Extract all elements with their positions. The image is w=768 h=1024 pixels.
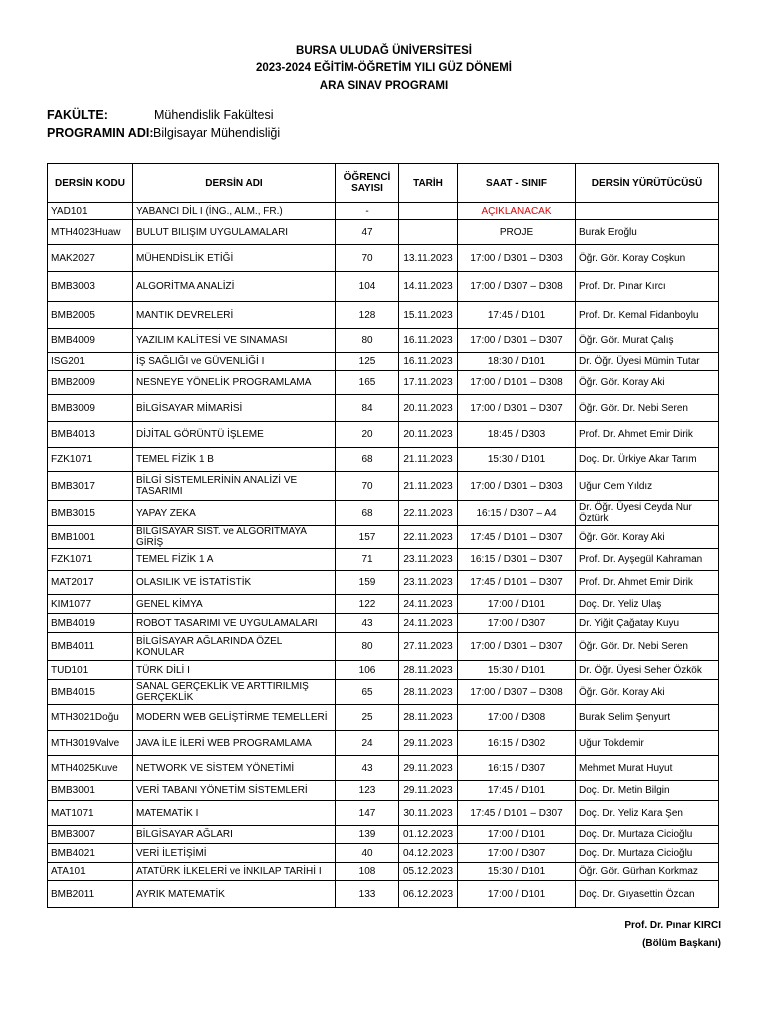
program-label: PROGRAMIN ADI: xyxy=(47,126,154,140)
student-count-cell: 70 xyxy=(336,472,399,501)
course-name-cell: NESNEYE YÖNELİK PROGRAMLAMA xyxy=(133,371,336,395)
exam-date-cell xyxy=(399,203,458,220)
instructor-cell: Doç. Dr. Metin Bilgin xyxy=(576,781,719,801)
course-name-cell: ALGORİTMA ANALİZİ xyxy=(133,272,336,302)
student-count-cell: 68 xyxy=(336,448,399,472)
exam-date-cell: 24.11.2023 xyxy=(399,595,458,614)
time-room-cell: 17:00 / D301 – D307 xyxy=(458,633,576,661)
student-count-cell: 147 xyxy=(336,801,399,826)
student-count-cell: 123 xyxy=(336,781,399,801)
course-name-cell: MANTIK DEVRELERİ xyxy=(133,302,336,329)
time-room-cell: 17:00 / D301 – D307 xyxy=(458,395,576,422)
col-header-time-room: SAAT - SINIF xyxy=(458,164,576,203)
time-room-cell: 17:45 / D101 – D307 xyxy=(458,526,576,549)
instructor-cell: Öğr. Gör. Dr. Nebi Seren xyxy=(576,395,719,422)
course-name-cell: GENEL KİMYA xyxy=(133,595,336,614)
course-code-cell: MTH4023Huaw xyxy=(48,220,133,245)
exam-date-cell: 13.11.2023 xyxy=(399,245,458,272)
table-row xyxy=(48,863,719,881)
time-room-cell: 16:15 / D307 – A4 xyxy=(458,501,576,526)
signature-title: (Bölüm Başkanı) xyxy=(642,938,721,949)
program-value: Bilgisayar Mühendisliği xyxy=(153,126,281,140)
course-code-cell: BMB4013 xyxy=(48,422,133,448)
time-room-cell: 15:30 / D101 xyxy=(458,661,576,680)
table-row xyxy=(48,614,719,633)
instructor-cell: Mehmet Murat Huyut xyxy=(576,756,719,781)
course-name-cell: AYRIK MATEMATİK xyxy=(133,881,336,908)
course-code-cell: FZK1071 xyxy=(48,549,133,571)
header-term: 2023-2024 EĞİTİM-ÖĞRETİM YILI GÜZ DÖNEMİ xyxy=(255,62,513,74)
time-room-cell: 17:00 / D301 – D303 xyxy=(458,472,576,501)
exam-date-cell: 29.11.2023 xyxy=(399,781,458,801)
course-code-cell: FZK1071 xyxy=(48,448,133,472)
time-room-cell: 17:00 / D101 xyxy=(458,826,576,844)
exam-date-cell: 21.11.2023 xyxy=(399,472,458,501)
course-name-cell: İŞ SAĞLIĞI ve GÜVENLİĞİ I xyxy=(133,353,336,371)
student-count-cell: 139 xyxy=(336,826,399,844)
faculty-label: FAKÜLTE: xyxy=(47,108,108,122)
course-code-cell: BMB3001 xyxy=(48,781,133,801)
instructor-cell: Prof. Dr. Kemal Fidanboylu xyxy=(576,302,719,329)
exam-date-cell: 16.11.2023 xyxy=(399,353,458,371)
instructor-cell: Dr. Öğr. Üyesi Mümin Tutar xyxy=(576,353,719,371)
course-name-cell: TEMEL FİZİK 1 B xyxy=(133,448,336,472)
student-count-cell: - xyxy=(336,203,399,220)
course-code-cell: BMB3009 xyxy=(48,395,133,422)
exam-date-cell: 27.11.2023 xyxy=(399,633,458,661)
exam-date-cell: 16.11.2023 xyxy=(399,329,458,353)
table-row xyxy=(48,353,719,371)
course-code-cell: MTH3019Valve xyxy=(48,731,133,756)
instructor-cell: Prof. Dr. Ahmet Emir Dirik xyxy=(576,422,719,448)
course-code-cell: BMB1001 xyxy=(48,526,133,549)
course-name-cell: OLASILIK VE İSTATİSTİK xyxy=(133,571,336,595)
course-code-cell: BMB2009 xyxy=(48,371,133,395)
exam-date-cell: 30.11.2023 xyxy=(399,801,458,826)
table-row xyxy=(48,422,719,448)
course-name-cell: BİLGİSAYAR SİST. ve ALGORİTMAYA GİRİŞ xyxy=(133,526,336,549)
exam-date-cell: 22.11.2023 xyxy=(399,526,458,549)
course-code-cell: BMB3017 xyxy=(48,472,133,501)
instructor-cell: Dr. Öğr. Üyesi Seher Özkök xyxy=(576,661,719,680)
course-name-cell: YAPAY ZEKA xyxy=(133,501,336,526)
instructor-cell: Doç. Dr. Gıyasettin Özcan xyxy=(576,881,719,908)
time-room-cell: 17:00 / D308 xyxy=(458,705,576,731)
exam-date-cell: 06.12.2023 xyxy=(399,881,458,908)
table-row xyxy=(48,826,719,844)
table-row xyxy=(48,220,719,245)
course-name-cell: VERİ TABANI YÖNETİM SİSTEMLERİ xyxy=(133,781,336,801)
instructor-cell: Uğur Tokdemir xyxy=(576,731,719,756)
exam-date-cell: 14.11.2023 xyxy=(399,272,458,302)
course-name-cell: YAZILIM KALİTESİ VE SINAMASI xyxy=(133,329,336,353)
instructor-cell: Uğur Cem Yıldız xyxy=(576,472,719,501)
table-row xyxy=(48,245,719,272)
table-row xyxy=(48,501,719,526)
table-row xyxy=(48,756,719,781)
course-name-cell: ATATÜRK İLKELERİ ve İNKILAP TARİHİ I xyxy=(133,863,336,881)
course-code-cell: MTH3021Doğu xyxy=(48,705,133,731)
course-name-cell: YABANCI DİL I (İNG., ALM., FR.) xyxy=(133,203,336,220)
instructor-cell: Doç. Dr. Ürkiye Akar Tarım xyxy=(576,448,719,472)
student-count-cell: 157 xyxy=(336,526,399,549)
table-row xyxy=(48,203,719,220)
instructor-cell: Prof. Dr. Ahmet Emir Dirik xyxy=(576,571,719,595)
header-university: BURSA ULUDAĞ ÜNİVERSİTESİ xyxy=(296,45,472,57)
instructor-cell: Öğr. Gör. Dr. Nebi Seren xyxy=(576,633,719,661)
student-count-cell: 40 xyxy=(336,844,399,863)
student-count-cell: 43 xyxy=(336,756,399,781)
table-row xyxy=(48,881,719,908)
student-count-cell: 20 xyxy=(336,422,399,448)
student-count-cell: 125 xyxy=(336,353,399,371)
course-code-cell: BMB4019 xyxy=(48,614,133,633)
time-room-cell: 15:30 / D101 xyxy=(458,863,576,881)
instructor-cell: Dr. Öğr. Üyesi Ceyda Nur Öztürk xyxy=(576,501,719,526)
course-code-cell: BMB4011 xyxy=(48,633,133,661)
time-room-cell: 17:45 / D101 – D307 xyxy=(458,801,576,826)
course-name-cell: BİLGİSAYAR AĞLARI xyxy=(133,826,336,844)
course-code-cell: KIM1077 xyxy=(48,595,133,614)
course-name-cell: TEMEL FİZİK 1 A xyxy=(133,549,336,571)
course-code-cell: MTH4025Kuve xyxy=(48,756,133,781)
table-row xyxy=(48,661,719,680)
table-row xyxy=(48,329,719,353)
exam-date-cell: 04.12.2023 xyxy=(399,844,458,863)
course-name-cell: BİLGİSAYAR AĞLARINDA ÖZEL KONULAR xyxy=(133,633,336,661)
student-count-cell: 165 xyxy=(336,371,399,395)
exam-date-cell: 20.11.2023 xyxy=(399,422,458,448)
time-room-cell: PROJE xyxy=(458,220,576,245)
student-count-cell: 159 xyxy=(336,571,399,595)
instructor-cell: Doç. Dr. Murtaza Cicioğlu xyxy=(576,844,719,863)
course-name-cell: ROBOT TASARIMI VE UYGULAMALARI xyxy=(133,614,336,633)
col-header-name: DERSİN ADI xyxy=(133,164,336,203)
course-name-cell: MÜHENDİSLİK ETİĞİ xyxy=(133,245,336,272)
student-count-cell: 70 xyxy=(336,245,399,272)
exam-date-cell: 23.11.2023 xyxy=(399,549,458,571)
course-code-cell: MAT2017 xyxy=(48,571,133,595)
course-name-cell: MATEMATİK I xyxy=(133,801,336,826)
course-name-cell: BİLGİSAYAR MİMARİSİ xyxy=(133,395,336,422)
exam-date-cell: 22.11.2023 xyxy=(399,501,458,526)
course-code-cell: BMB4015 xyxy=(48,680,133,705)
student-count-cell: 133 xyxy=(336,881,399,908)
exam-date-cell: 23.11.2023 xyxy=(399,571,458,595)
student-count-cell: 122 xyxy=(336,595,399,614)
course-code-cell: BMB3003 xyxy=(48,272,133,302)
student-count-cell: 84 xyxy=(336,395,399,422)
time-room-cell: 17:00 / D307 – D308 xyxy=(458,272,576,302)
instructor-cell: Öğr. Gör. Koray Aki xyxy=(576,371,719,395)
time-room-cell: 18:30 / D101 xyxy=(458,353,576,371)
table-row xyxy=(48,731,719,756)
course-code-cell: YAD101 xyxy=(48,203,133,220)
time-room-cell: AÇIKLANACAK xyxy=(458,203,576,220)
student-count-cell: 106 xyxy=(336,661,399,680)
course-code-cell: ISG201 xyxy=(48,353,133,371)
course-name-cell: BULUT BILIŞIM UYGULAMALARI xyxy=(133,220,336,245)
table-row xyxy=(48,526,719,549)
instructor-cell: Dr. Yiğit Çağatay Kuyu xyxy=(576,614,719,633)
table-row xyxy=(48,302,719,329)
col-header-date: TARİH xyxy=(399,164,458,203)
time-room-cell: 17:00 / D101 xyxy=(458,881,576,908)
time-room-cell: 17:45 / D101 xyxy=(458,781,576,801)
table-row xyxy=(48,272,719,302)
course-code-cell: BMB2005 xyxy=(48,302,133,329)
table-header-row xyxy=(48,164,719,203)
course-code-cell: BMB4021 xyxy=(48,844,133,863)
student-count-cell: 65 xyxy=(336,680,399,705)
student-count-cell: 80 xyxy=(336,633,399,661)
exam-date-cell: 28.11.2023 xyxy=(399,680,458,705)
instructor-cell: Burak Selim Şenyurt xyxy=(576,705,719,731)
instructor-cell: Prof. Dr. Ayşegül Kahraman xyxy=(576,549,719,571)
student-count-cell: 71 xyxy=(336,549,399,571)
exam-date-cell: 29.11.2023 xyxy=(399,731,458,756)
student-count-cell: 104 xyxy=(336,272,399,302)
exam-date-cell: 21.11.2023 xyxy=(399,448,458,472)
student-count-cell: 68 xyxy=(336,501,399,526)
instructor-cell: Doç. Dr. Murtaza Cicioğlu xyxy=(576,826,719,844)
course-code-cell: BMB3015 xyxy=(48,501,133,526)
signature-name: Prof. Dr. Pınar KIRCI xyxy=(624,920,721,931)
exam-date-cell: 05.12.2023 xyxy=(399,863,458,881)
col-header-code: DERSİN KODU xyxy=(48,164,133,203)
table-row xyxy=(48,549,719,571)
table-row xyxy=(48,472,719,501)
course-code-cell: MAT1071 xyxy=(48,801,133,826)
table-row xyxy=(48,705,719,731)
table-row xyxy=(48,781,719,801)
faculty-value: Mühendislik Fakültesi xyxy=(154,108,274,122)
time-room-cell: 17:45 / D101 – D307 xyxy=(458,571,576,595)
time-room-cell: 17:00 / D307 xyxy=(458,614,576,633)
table-row xyxy=(48,395,719,422)
time-room-cell: 17:45 / D101 xyxy=(458,302,576,329)
course-name-cell: VERİ İLETİŞİMİ xyxy=(133,844,336,863)
table-row xyxy=(48,595,719,614)
instructor-cell: Öğr. Gör. Gürhan Korkmaz xyxy=(576,863,719,881)
student-count-cell: 47 xyxy=(336,220,399,245)
table-row xyxy=(48,680,719,705)
table-row xyxy=(48,571,719,595)
exam-date-cell: 15.11.2023 xyxy=(399,302,458,329)
time-room-cell: 16:15 / D302 xyxy=(458,731,576,756)
course-name-cell: JAVA İLE İLERİ WEB PROGRAMLAMA xyxy=(133,731,336,756)
exam-date-cell: 28.11.2023 xyxy=(399,661,458,680)
course-code-cell: BMB4009 xyxy=(48,329,133,353)
table-row xyxy=(48,633,719,661)
time-room-cell: 17:00 / D101 xyxy=(458,595,576,614)
time-room-cell: 15:30 / D101 xyxy=(458,448,576,472)
time-room-cell: 17:00 / D307 xyxy=(458,844,576,863)
course-code-cell: BMB3007 xyxy=(48,826,133,844)
time-room-cell: 17:00 / D301 – D303 xyxy=(458,245,576,272)
exam-date-cell xyxy=(399,220,458,245)
instructor-cell: Burak Eroğlu xyxy=(576,220,719,245)
student-count-cell: 128 xyxy=(336,302,399,329)
time-room-cell: 18:45 / D303 xyxy=(458,422,576,448)
instructor-cell: Öğr. Gör. Murat Çalış xyxy=(576,329,719,353)
student-count-cell: 80 xyxy=(336,329,399,353)
table-row xyxy=(48,448,719,472)
exam-date-cell: 01.12.2023 xyxy=(399,826,458,844)
instructor-cell xyxy=(576,203,719,220)
course-code-cell: ATA101 xyxy=(48,863,133,881)
table-row xyxy=(48,844,719,863)
col-header-count: ÖĞRENCİ SAYISI xyxy=(336,164,399,203)
course-name-cell: SANAL GERÇEKLİK VE ARTTIRILMIŞ GERÇEKLİK xyxy=(133,680,336,705)
student-count-cell: 43 xyxy=(336,614,399,633)
exam-date-cell: 28.11.2023 xyxy=(399,705,458,731)
student-count-cell: 108 xyxy=(336,863,399,881)
time-room-cell: 16:15 / D301 – D307 xyxy=(458,549,576,571)
course-name-cell: BİLGİ SİSTEMLERİNİN ANALİZİ VE TASARIMI xyxy=(133,472,336,501)
instructor-cell: Prof. Dr. Pınar Kırcı xyxy=(576,272,719,302)
course-name-cell: MODERN WEB GELİŞTİRME TEMELLERİ xyxy=(133,705,336,731)
table-row xyxy=(48,371,719,395)
instructor-cell: Öğr. Gör. Koray Aki xyxy=(576,526,719,549)
time-room-cell: 16:15 / D307 xyxy=(458,756,576,781)
course-name-cell: NETWORK VE SİSTEM YÖNETİMİ xyxy=(133,756,336,781)
exam-date-cell: 24.11.2023 xyxy=(399,614,458,633)
course-code-cell: BMB2011 xyxy=(48,881,133,908)
exam-date-cell: 20.11.2023 xyxy=(399,395,458,422)
student-count-cell: 24 xyxy=(336,731,399,756)
exam-date-cell: 17.11.2023 xyxy=(399,371,458,395)
exam-date-cell: 29.11.2023 xyxy=(399,756,458,781)
table-row xyxy=(48,801,719,826)
exam-schedule-table xyxy=(47,163,719,908)
instructor-cell: Doç. Dr. Yeliz Kara Şen xyxy=(576,801,719,826)
course-code-cell: TUD101 xyxy=(48,661,133,680)
time-room-cell: 17:00 / D307 – D308 xyxy=(458,680,576,705)
time-room-cell: 17:00 / D301 – D307 xyxy=(458,329,576,353)
course-name-cell: DİJİTAL GÖRÜNTÜ İŞLEME xyxy=(133,422,336,448)
instructor-cell: Öğr. Gör. Koray Aki xyxy=(576,680,719,705)
instructor-cell: Doç. Dr. Yeliz Ulaş xyxy=(576,595,719,614)
course-name-cell: TÜRK DİLİ I xyxy=(133,661,336,680)
course-code-cell: MAK2027 xyxy=(48,245,133,272)
col-header-instructor: DERSİN YÜRÜTÜCÜSÜ xyxy=(576,164,719,203)
header-title: ARA SINAV PROGRAMI xyxy=(319,80,449,92)
instructor-cell: Öğr. Gör. Koray Coşkun xyxy=(576,245,719,272)
time-room-cell: 17:00 / D101 – D308 xyxy=(458,371,576,395)
student-count-cell: 25 xyxy=(336,705,399,731)
